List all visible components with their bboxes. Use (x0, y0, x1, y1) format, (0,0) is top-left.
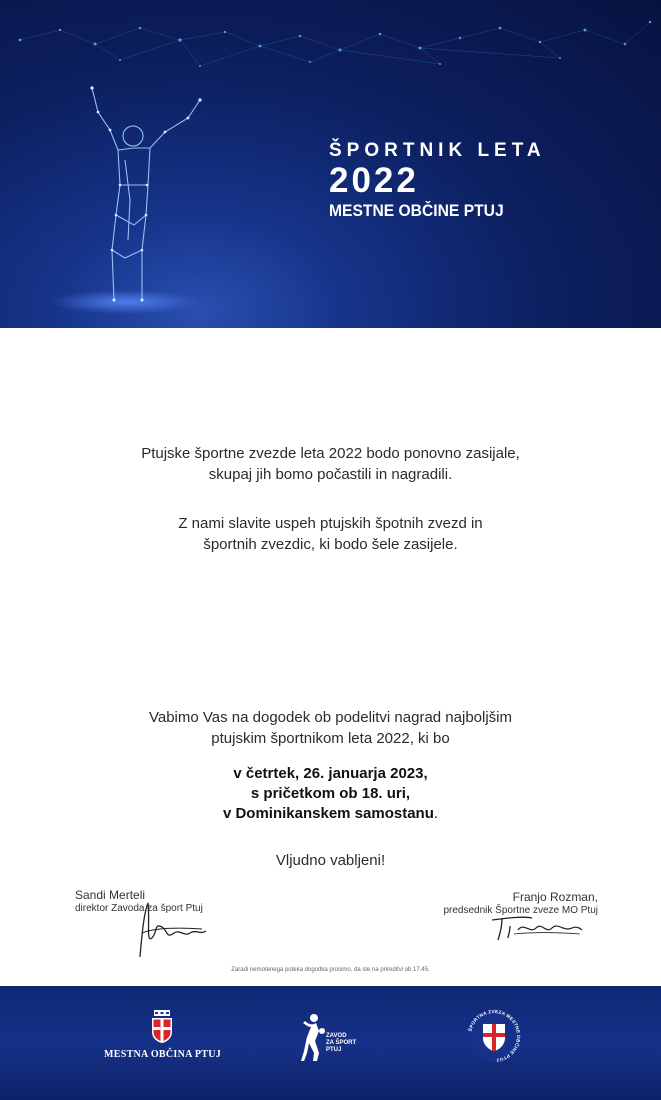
invitation-paragraph (0, 707, 661, 749)
handwritten-signature-left (132, 893, 212, 963)
hero-subtitle: MESTNE OBČINE PTUJ (329, 201, 504, 220)
hero-title: ŠPORTNIK LETA (329, 140, 546, 161)
signer-role: direktor Zavoda za šport Ptuj (75, 903, 203, 914)
intro-paragraph-1 (0, 443, 661, 485)
sportna-zveza-logo (466, 1008, 522, 1064)
signer-name: Sandi Merteli (75, 888, 146, 902)
hero-banner (0, 0, 661, 328)
zavod-line: ZA ŠPORT (326, 1040, 357, 1046)
mestna-obcina-ptuj-coat-of-arms-icon (150, 1010, 174, 1044)
event-period: . (433, 805, 439, 822)
event-date: v četrtek, 26. januarja 2023, (233, 765, 428, 782)
intro-paragraph-2 (0, 513, 661, 555)
mestna-obcina-ptuj-label: MESTNA OBČINA PTUJ (104, 1049, 222, 1060)
hero-year: 2022 (329, 161, 419, 200)
closing-regards: Vljudno vabljeni! (275, 852, 386, 869)
event-place: v Dominikanskem samostanu (222, 805, 434, 822)
invite-line: ptujskim športnikom leta 2022, ki bo (211, 730, 450, 747)
zavod-line: PTUJ (326, 1047, 342, 1053)
handwritten-signature-right (488, 912, 584, 944)
zavod-line: ZAVOD (326, 1033, 347, 1039)
sportna-zveza-ring-text: ŠPORTNA ZVEZA MESTNE OBČINE PTUJ (467, 1008, 522, 1063)
intro-line: Ptujske športne zvezde leta 2022 bodo ponovno zasijale, (141, 445, 520, 462)
intro-line: Z nami slavite uspeh ptujskih špotnih zvezd in (178, 515, 483, 532)
discus-thrower-icon (301, 1011, 325, 1063)
athlete-figure (92, 88, 200, 300)
intro-line: športnih zvezdic, ki bodo šele zasijele. (203, 536, 458, 553)
intro-line: skupaj jih bomo počastili in nagradili. (208, 466, 453, 483)
zavod-za-sport-label (326, 1033, 356, 1054)
arrival-note: Zaradi nemotenega poteka dogodka prosimo, da ste na prireditvi ob 17.45. (231, 967, 430, 973)
hero-title-block (329, 140, 546, 221)
event-time: s pričetkom ob 18. uri, (250, 785, 411, 802)
signer-name: Franjo Rozman, (512, 890, 598, 904)
event-details (0, 764, 661, 824)
invite-line: Vabimo Vas na dogodek ob podelitvi nagrad najboljšim (148, 709, 512, 726)
signer-role: predsednik Športne zveze MO Ptuj (443, 905, 598, 916)
